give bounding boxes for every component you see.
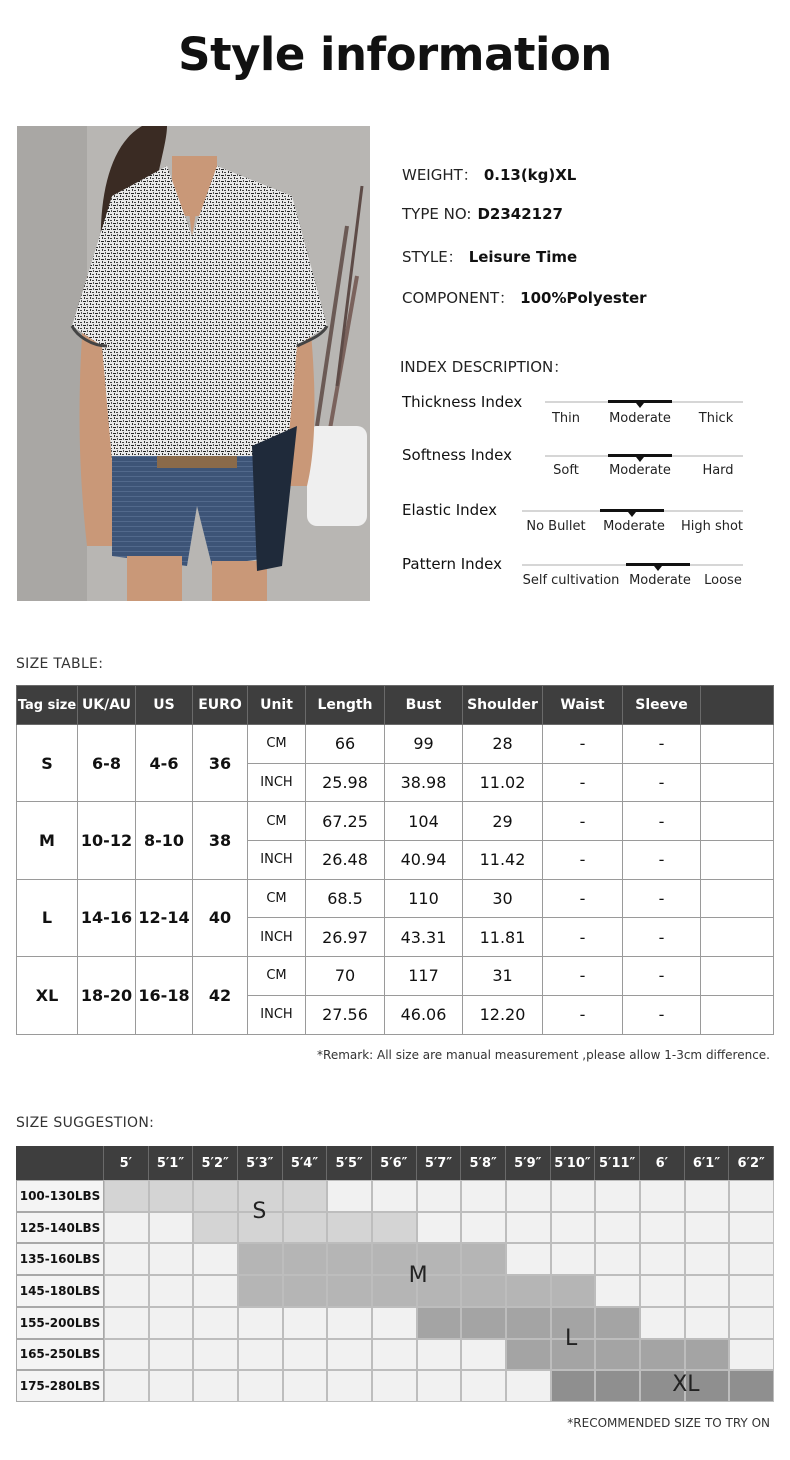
- size-grid-cell: [283, 1307, 328, 1339]
- unit-cell: INCH: [248, 918, 306, 957]
- size-grid-cell: [372, 1370, 417, 1402]
- unit-cell: CM: [248, 879, 306, 918]
- height-column-header: 5′11″: [595, 1146, 640, 1180]
- height-column-header: 5′5″: [327, 1146, 372, 1180]
- size-grid-cell: [506, 1180, 551, 1212]
- length-cell: 67.25: [306, 802, 385, 841]
- size-grid-cell: [461, 1275, 506, 1307]
- size-grid-cell: [149, 1370, 194, 1402]
- info-weight-label: WEIGHT：: [402, 166, 478, 184]
- table-row: [17, 802, 774, 841]
- info-style-label: STYLE：: [402, 248, 463, 266]
- size-grid-cell: [640, 1339, 685, 1371]
- unit-cell: CM: [248, 802, 306, 841]
- info-weight-value: 0.13(kg)XL: [483, 166, 577, 184]
- col-header-waist: Waist: [543, 686, 623, 725]
- waist-cell: -: [543, 763, 623, 802]
- sleeve-cell: -: [623, 802, 701, 841]
- size-suggestion-label: SIZE SUGGESTION:: [16, 1115, 155, 1131]
- size-grid-cell: [327, 1339, 372, 1371]
- sleeve-cell: -: [623, 995, 701, 1034]
- softness-pointer-icon: [636, 457, 644, 462]
- size-grid-cell: [283, 1180, 328, 1212]
- size-grid-cell: [193, 1370, 238, 1402]
- length-cell: 66: [306, 725, 385, 764]
- shoulder-cell: 31: [463, 957, 543, 996]
- softness-option-2: Moderate: [609, 463, 671, 478]
- size-grid-cell: [595, 1307, 640, 1339]
- size-grid-cell: [193, 1212, 238, 1244]
- elastic-option-3: High shot: [680, 519, 744, 534]
- model-illustration: [17, 126, 370, 601]
- size-grid-cell: [595, 1275, 640, 1307]
- pattern-option-3: Loose: [704, 573, 742, 588]
- size-grid-cell: [104, 1212, 149, 1244]
- blank-cell: [701, 879, 774, 918]
- size-grid-cell: [283, 1243, 328, 1275]
- size-grid-cell: [461, 1180, 506, 1212]
- elastic-option-2: Moderate: [603, 519, 665, 534]
- size-grid-cell: [417, 1339, 462, 1371]
- size-grid-cell: [640, 1243, 685, 1275]
- thickness-option-1: Thin: [551, 411, 581, 426]
- size-grid-cell: [372, 1339, 417, 1371]
- unit-cell: INCH: [248, 763, 306, 802]
- table-row: [17, 957, 774, 996]
- bust-cell: 43.31: [385, 918, 463, 957]
- shoulder-cell: 28: [463, 725, 543, 764]
- size-grid-cell: [685, 1275, 730, 1307]
- col-header-length: Length: [306, 686, 385, 725]
- height-column-header: 5′6″: [372, 1146, 417, 1180]
- weight-row-label: 145-180LBS: [16, 1275, 104, 1307]
- size-grid-cell: [595, 1212, 640, 1244]
- tag-size-cell: L: [17, 879, 78, 956]
- grid-corner-header: [16, 1146, 104, 1180]
- size-grid-cell: [729, 1370, 774, 1402]
- bust-cell: 117: [385, 957, 463, 996]
- length-cell: 70: [306, 957, 385, 996]
- size-grid-cell: [327, 1370, 372, 1402]
- info-component-value: 100%Polyester: [520, 289, 647, 307]
- height-column-header: 6′1″: [685, 1146, 730, 1180]
- size-grid-cell: [640, 1275, 685, 1307]
- height-column-header: 6′2″: [729, 1146, 774, 1180]
- waist-cell: -: [543, 995, 623, 1034]
- weight-row-label: 175-280LBS: [16, 1370, 104, 1402]
- sleeve-cell: -: [623, 918, 701, 957]
- weight-row-label: 100-130LBS: [16, 1180, 104, 1212]
- size-grid-cell: [327, 1275, 372, 1307]
- euro-cell: 38: [193, 802, 248, 879]
- size-grid-cell: [283, 1212, 328, 1244]
- size-zone-label: L: [565, 1326, 578, 1352]
- recommended-size-note: *RECOMMENDED SIZE TO TRY ON: [567, 1416, 770, 1430]
- bust-cell: 38.98: [385, 763, 463, 802]
- waist-cell: -: [543, 841, 623, 880]
- size-grid-cell: [283, 1339, 328, 1371]
- size-grid-cell: [417, 1212, 462, 1244]
- length-cell: 27.56: [306, 995, 385, 1034]
- size-grid-cell: [104, 1339, 149, 1371]
- waist-cell: -: [543, 918, 623, 957]
- col-header-sleeve: Sleeve: [623, 686, 701, 725]
- size-grid-cell: [551, 1180, 596, 1212]
- waist-cell: -: [543, 879, 623, 918]
- height-column-header: 6′: [640, 1146, 685, 1180]
- thickness-index-label: Thickness Index: [402, 393, 523, 411]
- info-style: [402, 246, 577, 267]
- blank-cell: [701, 918, 774, 957]
- table-row: [17, 725, 774, 764]
- height-column-header: 5′3″: [238, 1146, 283, 1180]
- table-row: [17, 879, 774, 918]
- us-cell: 8-10: [136, 802, 193, 879]
- size-grid-cell: [551, 1370, 596, 1402]
- size-grid-cell: [551, 1275, 596, 1307]
- height-column-header: 5′10″: [551, 1146, 596, 1180]
- size-grid-cell: [595, 1370, 640, 1402]
- size-grid-cell: [506, 1339, 551, 1371]
- bust-cell: 99: [385, 725, 463, 764]
- thickness-option-2: Moderate: [609, 411, 671, 426]
- euro-cell: 42: [193, 957, 248, 1034]
- info-type-no: [402, 205, 563, 223]
- weight-row-label: 155-200LBS: [16, 1307, 104, 1339]
- size-table: [16, 685, 774, 1035]
- size-grid-cell: [149, 1339, 194, 1371]
- pattern-index-label: Pattern Index: [402, 555, 503, 573]
- size-grid-cell: [729, 1339, 774, 1371]
- info-weight: [402, 164, 576, 185]
- softness-option-3: Hard: [702, 463, 734, 478]
- height-column-header: 5′1″: [149, 1146, 194, 1180]
- size-grid-cell: [283, 1275, 328, 1307]
- shoulder-cell: 11.02: [463, 763, 543, 802]
- size-suggestion-grid: [16, 1146, 774, 1402]
- size-grid-cell: [685, 1243, 730, 1275]
- product-photo: [17, 126, 370, 601]
- unit-cell: CM: [248, 957, 306, 996]
- blank-cell: [701, 957, 774, 996]
- index-description-heading: INDEX DESCRIPTION：: [400, 358, 569, 376]
- col-header-us: US: [136, 686, 193, 725]
- size-grid-cell: [461, 1370, 506, 1402]
- size-grid-cell: [685, 1307, 730, 1339]
- size-grid-cell: [685, 1339, 730, 1371]
- size-grid-cell: [417, 1307, 462, 1339]
- col-header-unit: Unit: [248, 686, 306, 725]
- tag-size-cell: XL: [17, 957, 78, 1034]
- height-column-header: 5′: [104, 1146, 149, 1180]
- info-type-no-label: TYPE NO:: [402, 205, 472, 223]
- height-column-header: 5′9″: [506, 1146, 551, 1180]
- col-header-blank: [701, 686, 774, 725]
- length-cell: 26.97: [306, 918, 385, 957]
- size-grid-cell: [461, 1339, 506, 1371]
- size-grid-cell: [729, 1243, 774, 1275]
- size-grid-cell: [149, 1180, 194, 1212]
- pattern-pointer-icon: [654, 566, 662, 571]
- size-grid-cell: [640, 1180, 685, 1212]
- col-header-tag-size: Tag size: [17, 686, 78, 725]
- us-cell: 12-14: [136, 879, 193, 956]
- thickness-option-3: Thick: [698, 411, 734, 426]
- size-grid-cell: [327, 1180, 372, 1212]
- bust-cell: 40.94: [385, 841, 463, 880]
- info-component-label: COMPONENT：: [402, 289, 515, 307]
- size-grid-cell: [506, 1212, 551, 1244]
- size-table-label: SIZE TABLE:: [16, 656, 104, 672]
- ukau-cell: 18-20: [78, 957, 136, 1034]
- bust-cell: 104: [385, 802, 463, 841]
- height-column-header: 5′8″: [461, 1146, 506, 1180]
- measurement-remark: *Remark: All size are manual measurement ,please allow 1-3cm difference.: [317, 1048, 770, 1062]
- us-cell: 4-6: [136, 725, 193, 802]
- size-grid-cell: [193, 1180, 238, 1212]
- size-grid-cell: [595, 1339, 640, 1371]
- size-grid-cell: [640, 1307, 685, 1339]
- elastic-index-label: Elastic Index: [402, 501, 498, 519]
- size-grid-cell: [149, 1212, 194, 1244]
- softness-option-1: Soft: [553, 463, 579, 478]
- tag-size-cell: M: [17, 802, 78, 879]
- size-grid-cell: [238, 1243, 283, 1275]
- length-cell: 26.48: [306, 841, 385, 880]
- shoulder-cell: 30: [463, 879, 543, 918]
- weight-row-label: 165-250LBS: [16, 1339, 104, 1371]
- size-grid-cell: [238, 1370, 283, 1402]
- size-grid-cell: [685, 1180, 730, 1212]
- size-grid-cell: [461, 1307, 506, 1339]
- col-header-ukau: UK/AU: [78, 686, 136, 725]
- elastic-option-1: No Bullet: [526, 519, 586, 534]
- size-zone-label: M: [408, 1262, 428, 1288]
- ukau-cell: 10-12: [78, 802, 136, 879]
- size-grid-cell: [193, 1307, 238, 1339]
- shoulder-cell: 11.42: [463, 841, 543, 880]
- size-grid-cell: [149, 1275, 194, 1307]
- size-grid-cell: [729, 1212, 774, 1244]
- thickness-pointer-icon: [636, 403, 644, 408]
- size-grid-cell: [506, 1243, 551, 1275]
- size-grid-cell: [372, 1212, 417, 1244]
- size-grid-cell: [551, 1212, 596, 1244]
- size-grid-cell: [506, 1307, 551, 1339]
- unit-cell: CM: [248, 725, 306, 764]
- bust-cell: 110: [385, 879, 463, 918]
- size-grid-cell: [104, 1275, 149, 1307]
- info-component: [402, 287, 647, 308]
- waist-cell: -: [543, 725, 623, 764]
- size-grid-cell: [327, 1212, 372, 1244]
- blank-cell: [701, 763, 774, 802]
- waist-cell: -: [543, 957, 623, 996]
- height-column-header: 5′4″: [283, 1146, 328, 1180]
- weight-row-label: 135-160LBS: [16, 1243, 104, 1275]
- height-column-header: 5′7″: [417, 1146, 462, 1180]
- blank-cell: [701, 725, 774, 764]
- sleeve-cell: -: [623, 841, 701, 880]
- unit-cell: INCH: [248, 841, 306, 880]
- size-grid-cell: [104, 1307, 149, 1339]
- unit-cell: INCH: [248, 995, 306, 1034]
- size-grid-cell: [506, 1370, 551, 1402]
- size-grid-cell: [238, 1339, 283, 1371]
- size-grid-cell: [506, 1275, 551, 1307]
- size-grid-cell: [595, 1180, 640, 1212]
- page-title: Style information: [178, 28, 612, 81]
- softness-index-label: Softness Index: [402, 446, 513, 464]
- size-grid-cell: [193, 1339, 238, 1371]
- size-grid-cell: [417, 1370, 462, 1402]
- ukau-cell: 14-16: [78, 879, 136, 956]
- size-grid-cell: [372, 1180, 417, 1212]
- sleeve-cell: -: [623, 879, 701, 918]
- size-grid-cell: [595, 1243, 640, 1275]
- euro-cell: 36: [193, 725, 248, 802]
- height-column-header: 5′2″: [193, 1146, 238, 1180]
- size-grid-cell: [461, 1243, 506, 1275]
- info-type-no-value: D2342127: [477, 205, 563, 223]
- size-grid-cell: [461, 1212, 506, 1244]
- size-grid-cell: [640, 1212, 685, 1244]
- weight-row-label: 125-140LBS: [16, 1212, 104, 1244]
- length-cell: 25.98: [306, 763, 385, 802]
- size-grid-cell: [104, 1180, 149, 1212]
- size-grid-cell: [238, 1275, 283, 1307]
- euro-cell: 40: [193, 879, 248, 956]
- size-grid-cell: [104, 1370, 149, 1402]
- shoulder-cell: 11.81: [463, 918, 543, 957]
- col-header-bust: Bust: [385, 686, 463, 725]
- sleeve-cell: -: [623, 763, 701, 802]
- pattern-option-2: Moderate: [629, 573, 691, 588]
- size-grid-cell: [149, 1307, 194, 1339]
- shoulder-cell: 29: [463, 802, 543, 841]
- size-zone-label: S: [252, 1199, 267, 1225]
- size-grid-cell: [193, 1243, 238, 1275]
- size-grid-cell: [551, 1243, 596, 1275]
- pattern-option-1: Self cultivation: [522, 573, 620, 588]
- size-grid-cell: [283, 1370, 328, 1402]
- bust-cell: 46.06: [385, 995, 463, 1034]
- ukau-cell: 6-8: [78, 725, 136, 802]
- waist-cell: -: [543, 802, 623, 841]
- blank-cell: [701, 802, 774, 841]
- size-table-header-row: [17, 686, 774, 725]
- blank-cell: [701, 841, 774, 880]
- sleeve-cell: -: [623, 957, 701, 996]
- shoulder-cell: 12.20: [463, 995, 543, 1034]
- size-grid-cell: [729, 1180, 774, 1212]
- size-grid-cell: [327, 1243, 372, 1275]
- col-header-shoulder: Shoulder: [463, 686, 543, 725]
- size-grid-cell: [372, 1307, 417, 1339]
- elastic-pointer-icon: [628, 512, 636, 517]
- size-grid-cell: [327, 1307, 372, 1339]
- size-grid-cell: [104, 1243, 149, 1275]
- size-grid-cell: [149, 1243, 194, 1275]
- info-style-value: Leisure Time: [468, 248, 578, 266]
- size-grid-cell: [729, 1307, 774, 1339]
- tag-size-cell: S: [17, 725, 78, 802]
- length-cell: 68.5: [306, 879, 385, 918]
- us-cell: 16-18: [136, 957, 193, 1034]
- col-header-euro: EURO: [193, 686, 248, 725]
- sleeve-cell: -: [623, 725, 701, 764]
- size-zone-label: XL: [672, 1372, 700, 1398]
- blank-cell: [701, 995, 774, 1034]
- size-grid-cell: [417, 1180, 462, 1212]
- size-grid-cell: [685, 1212, 730, 1244]
- size-grid-cell: [729, 1275, 774, 1307]
- size-grid-cell: [238, 1307, 283, 1339]
- size-grid-cell: [193, 1275, 238, 1307]
